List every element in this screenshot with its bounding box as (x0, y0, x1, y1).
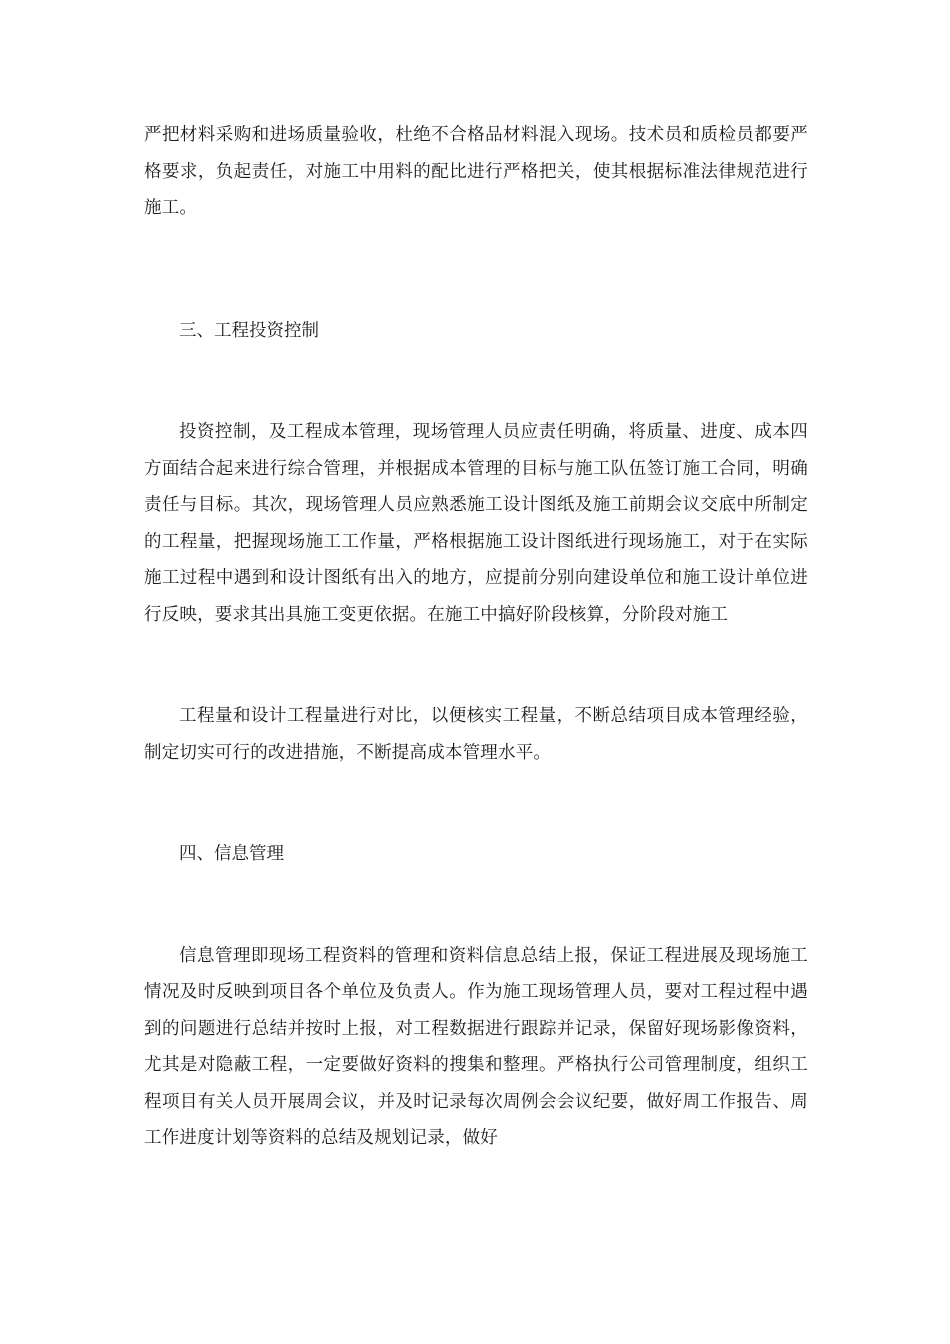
section-heading-investment-control: 三、工程投资控制 (179, 320, 319, 341)
section-heading-information-management: 四、信息管理 (179, 844, 284, 864)
paragraph-information-management: 信息管理即现场工程资料的管理和资料信息总结上报，保证工程进展及现场施工情况及时反映到项目各个单位及负责人。作为施工现场管理人员，要对工程过程中遇到的问题进行总结并按时上报，对工程数据进行跟踪并记录，保留好现场影像资料，尤其是对隐蔽工程，一定要做好资料的搜集和整理。严格执行公司管理制度，组织工程项目有关人员开展周会议，并及时记录每次周例会会议纪要，做好周工作报告、周工作进度计划等资料的总结及规划记录，做好 (144, 945, 808, 1148)
document-body (144, 117, 808, 1157)
paragraph-investment-control: 投资控制，及工程成本管理，现场管理人员应责任明确，将质量、进度、成本四方面结合起来进行综合管理，并根据成本管理的目标与施工队伍签订施工合同，明确责任与目标。其次，现场管理人员应熟悉施工设计图纸及施工前期会议交底中所制定的工程量，把握现场施工工作量，严格根据施工设计图纸进行现场施工，对于在实际施工过程中遇到和设计图纸有出入的地方，应提前分别向建设单位和施工设计单位进行反映，要求其出具施工变更依据。在施工中搞好阶段核算，分阶段对施工 (144, 422, 808, 625)
paragraph-material-control: 严把材料采购和进场质量验收，杜绝不合格品材料混入现场。技术员和质检员都要严格要求，负起责任，对施工中用料的配比进行严格把关，使其根据标准法律规范进行施工。 (144, 125, 808, 218)
paragraph-quantity-comparison: 工程量和设计工程量进行对比，以便核实工程量，不断总结项目成本管理经验，制定切实可行的改进措施，不断提高成本管理水平。 (144, 706, 808, 763)
